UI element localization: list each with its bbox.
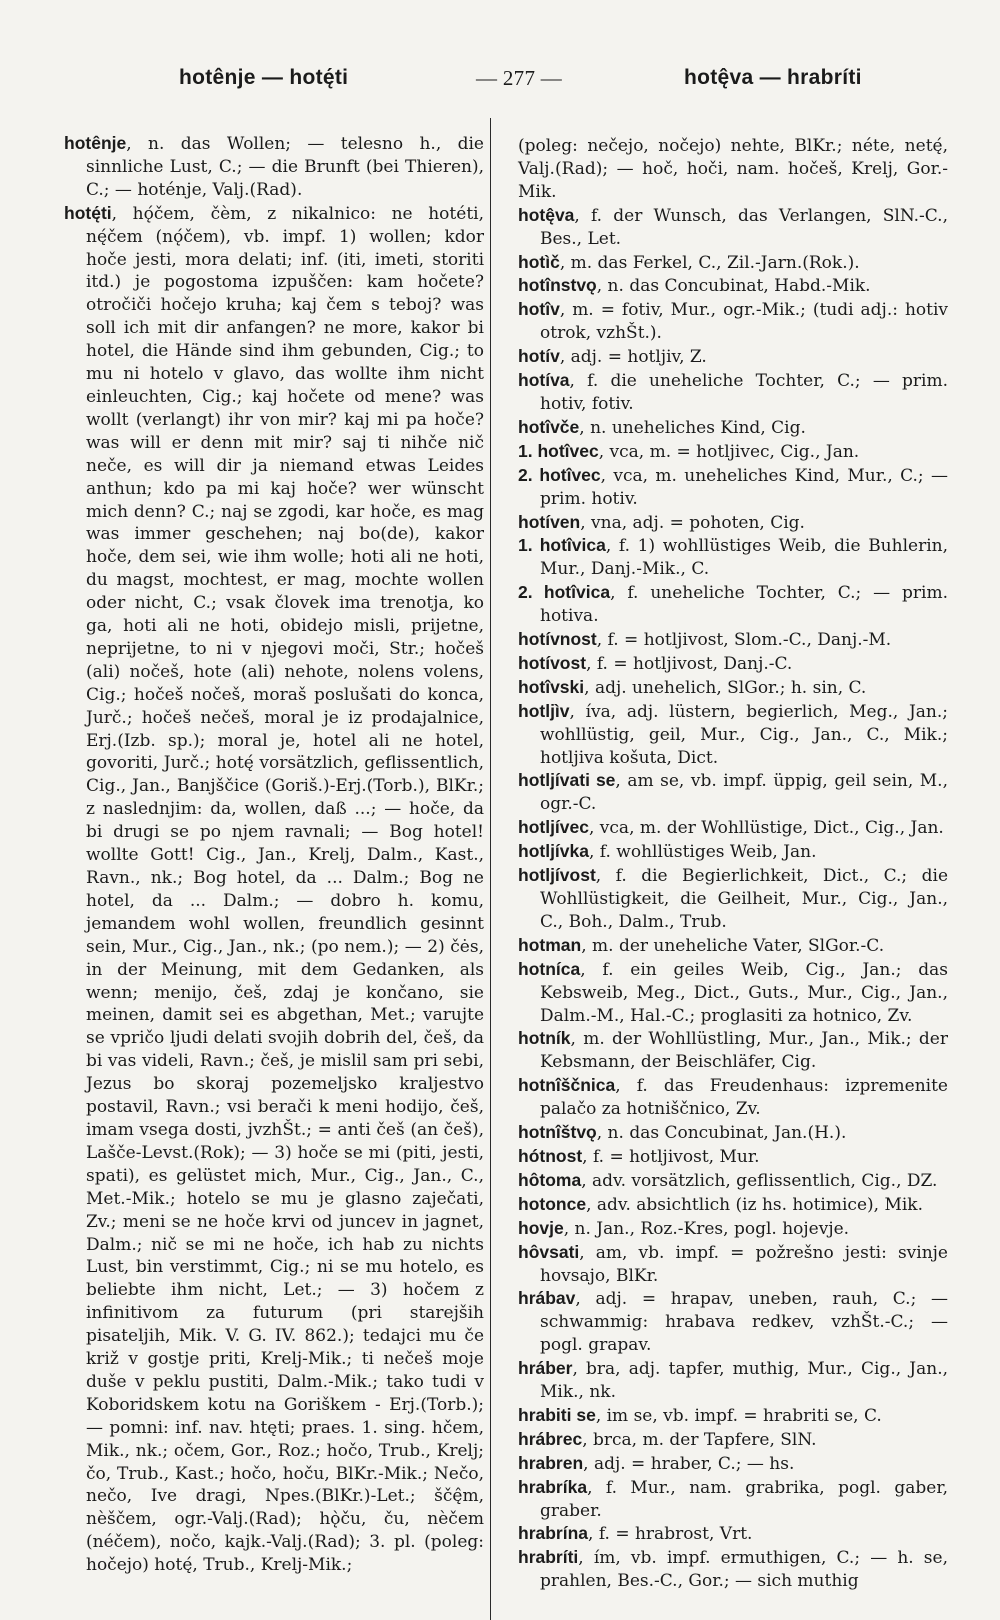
entry-headword: hotonce [518, 1193, 587, 1214]
entry-body: , f. Mur., nam. grabrika, pogl. gaber, graber. [540, 1477, 948, 1521]
dictionary-entry [518, 369, 948, 416]
dictionary-entry [518, 1027, 948, 1074]
entry-headword: hotljívost [518, 865, 596, 886]
entry-body: , f. das Freudenhaus: izpremenite palačo za hotniščnico, Zv. [540, 1076, 948, 1120]
columns [64, 132, 964, 1593]
entry-body: , m. der Wohllüstling, Mur., Jan., Mik.; der Kebsmann, der Beischläfer, Cig. [540, 1029, 948, 1073]
column-divider [490, 118, 491, 1620]
header-right-guideword: hotę̂va — hrabríti [684, 66, 862, 89]
entry-headword: hrabren [518, 1452, 584, 1473]
entry-body: , m. = fotiv, Mur., ogr.-Mik.; (tudi adj.: hotiv otrok, vzhŠt.). [540, 300, 948, 344]
entry-body: , im se, vb. impf. = hrabriti se, C. [595, 1405, 882, 1426]
dictionary-entry [518, 274, 948, 298]
entry-headword: 1. hotîvica [518, 535, 606, 556]
dictionary-entry [518, 464, 948, 511]
dictionary-entry [518, 1169, 948, 1193]
entry-body: , hǫ́čem, čèm, z nikalnico: ne hotéti, nę́čem (nǫ́čem), vb. impf. 1) wollen; kdor hoče jesti, mora delati; inf. (iti, imeti, storiti itd.) je pogostoma izpuščen: kam hočete? otročiči hočejo kruha; kaj čem s teboj? was soll ich mit dir anfangen? ne more, kakor bi hotel, die Hände sind ihm gebunden, Cig.; to mu ni hotelo v glavo, das wollte ihm nicht einleuchten, Cig.; kaj hočete od mene? was wollt (verlangt) ihr von mir? kaj mi pa hoče? was will er denn mit mir? saj ti nihče nič neče, es will dir ja niemand etwas Leides anthun; kdo pa mi kaj hoče? wer wünscht mich denn? C.; naj se zgodi, kar hoče, es mag was immer geschehen; naj bo(de), kakor hoče, dem sei, wie ihm wolle; hoti ali ne hoti, du magst, mochtest, er mag, mochte wollen oder nicht, C.; vsak človek ima trenotja, ko ga, hoti ali ne hoti, obidejo misli, prijetne, neprijetne, to ni v njegovi moči, Str.; hočeš (ali) nočeš, hote (ali) nehote, nolens volens, Cig.; hočeš nočeš, moraš poslušati do konca, Jurč.; hočeš nečeš, moral je iz prodajalnice, Erj.(Izb. sp.); moral je, hotel ali ne hotel, govoriti, Jurč.; hotę́ vorsätzlich, geflissentlich, Cig., Jan., Banjščice (Goriš.)-Erj.(Torb.), BlKr.; z naslednjim: da, wollen, daß ...; — hoče, da bi drugi se po njem ravnali; — Bog hotel! wollte Gott! Cig., Jan., Krelj, Dalm., Kast., Ravn., nk.; Bog hotel, da ... Dalm.; Bog ne hotel, da ... Dalm.; — dobro h. komu, jemandem wohl wollen, freundlich gesinnt sein, Mur., Cig., Jan., nk.; (po nem.); — 2) čės, in der Meinung, mit dem Gedanken, als wenn; menijo, češ, zdaj je končano, sie meinen, damit sei es abgethan, Met.; varujte se vpričo ljudi delati svojih dobrih del, češ, da bi vas videli, Ravn.; češ, je mislil sam pri sebi, Jezus bo skoraj pozemeljsko kraljestvo postavil, Ravn.; vsi berači k meni hodijo, češ, imam vsega dosti, jvzhŠt.; = anti češ (an češ), Lašče-Levst.(Rok); — 3) hoče se mi (piti, jesti, spati), es gelüstet mich, Mur., Cig., Jan., C., Met.-Mik.; hotelo se mu je glasno zaječati, Zv.; meni se ne hoče krvi od juncev in jagnet, Dalm.; nič se mi ne hoče, ich hab zu nichts Lust, bin verstimmt, Cig.; ni se mu hotelo, es beliebte ihm nicht, Let.; — 3) hočem z infinitivom za futurum (pri starejših pisateljih, Mik. V. G. IV. 862.); tedajci mu če križ v gostje priti, Krelj-Mik.; ti nečeš moje duše v peklu pustiti, Dalm.-Mik.; tako tudi v Koboridskem kotu na Goriškem - Erj.(Torb.); — pomni: inf. nav. htęti; praes. 1. sing. hčem, Mik., nk.; očem, Gor., Roz.; hočo, Trub., Krelj; čo, Trub., Kast.; hočo, hoču, BlKr.-Mik.; Nečo, nečo, Ive dragi, Npes.(BlKr.)-Let.; ščę̂m, nèščem, ogr.-Valj.(Rad); hǫ̀ču, ču, nèčem (néčem), nočo, kajk.-Valj.(Rad); 3. pl. (poleg: hočejo) hotę́, Trub., Krelj-Mik.; [86, 203, 484, 1576]
dictionary-entry [518, 1452, 948, 1476]
entry-headword: 2. hotîvec [518, 464, 601, 485]
dictionary-entry [518, 345, 948, 369]
dictionary-entry [518, 1217, 948, 1241]
dictionary-entry [518, 1074, 948, 1121]
dictionary-entry [518, 864, 948, 934]
dictionary-entry [518, 652, 948, 676]
right-column [518, 135, 948, 1593]
dictionary-entry [518, 1287, 948, 1357]
dictionary-entry: (poleg: nečejo, nočejo) nehte, BlKr.; néte, netę́, Valj.(Rad); — hoč, hoči, nam. hočeš, Krelj, Gor.-Mik. [518, 136, 948, 202]
entry-headword: 2. hotîvica [518, 582, 611, 603]
dictionary-entry [518, 934, 948, 958]
entry-body: , n. das Wollen; — telesno h., die sinnliche Lust, C.; — die Brunft (bei Thieren), C.; — hoténje, Valj.(Rad). [86, 134, 484, 200]
dictionary-entry [518, 1522, 948, 1546]
entry-headword: hôvsati [518, 1241, 580, 1262]
entry-headword: hôtoma [518, 1169, 582, 1190]
dictionary-entry [64, 132, 484, 202]
entry-headword: hotíven [518, 511, 581, 532]
entry-headword: hrabríka [518, 1476, 588, 1497]
entry-body: , bra, adj. tapfer, muthig, Mur., Cig., Jan., Mik., nk. [540, 1359, 948, 1403]
dictionary-entry [518, 1428, 948, 1452]
entry-body: , m. das Ferkel, C., Zil.-Jarn.(Rok.). [559, 252, 860, 273]
entry-body: , n. uneheliches Kind, Cig. [579, 417, 806, 438]
entry-body: , adj. = hotljiv, Z. [559, 347, 707, 368]
entry-headword: hotívost [518, 652, 587, 673]
entry-headword: hotljìv [518, 700, 570, 721]
dictionary-entry [518, 840, 948, 864]
dictionary-entry [518, 204, 948, 251]
entry-body: , f. der Wunsch, das Verlangen, SlN.-C., Bes., Let. [540, 205, 948, 249]
entry-body: , f. 1) wohllüstiges Weib, die Buhlerin, Mur., Danj.-Mik., C. [540, 536, 948, 580]
entry-body: , vna, adj. = pohoten, Cig. [580, 512, 805, 533]
dictionary-entry [518, 816, 948, 840]
entry-headword: hotníca [518, 958, 581, 979]
dictionary-entry [518, 1145, 948, 1169]
entry-headword: hótnost [518, 1145, 583, 1166]
entry-headword: hrábrec [518, 1428, 583, 1449]
dictionary-entry [518, 416, 948, 440]
entry-headword: hráber [518, 1358, 573, 1379]
dictionary-entry [518, 958, 948, 1028]
entry-headword: hotljívec [518, 817, 589, 838]
entry-body: , f. = hotljivost, Danj.-C. [586, 653, 793, 674]
entry-body: , vca, m. uneheliches Kind, Mur., C.; — prim. hotiv. [540, 465, 948, 509]
entry-body: , íva, adj. lüstern, begierlich, Meg., Jan.; wohllüstig, geil, Mur., Cig., Jan., C., Mik.; hotljiva košuta, Dict. [540, 701, 948, 768]
entry-body: , n. Jan., Roz.-Kres, pogl. hojevje. [563, 1218, 850, 1239]
dictionary-entry [518, 581, 948, 628]
entry-body: , f. = hotljivost, Mur. [582, 1146, 760, 1167]
entry-headword: hotnîščnica [518, 1075, 616, 1096]
entry-body: , f. ein geiles Weib, Cig., Jan.; das Kebsweib, Meg., Dict., Guts., Mur., Cig., Jan., Dalm.-M., Hal.-C.; proglasiti za hotnico, Zv. [540, 959, 948, 1026]
entry-body: , adv. absichtlich (iz hs. hotimice), Mik. [586, 1194, 923, 1215]
entry-body: , f. = hotljivost, Slom.-C., Danj.-M. [596, 630, 892, 651]
entry-body: , f. uneheliche Tochter, C.; — prim. hotiva. [540, 583, 948, 627]
entry-body: , m. der uneheliche Vater, SlGor.-C. [581, 935, 885, 956]
entry-body: , am se, vb. impf. üppig, geil sein, M., ogr.-C. [540, 771, 948, 815]
entry-headword: hotînstvǫ [518, 275, 597, 296]
entry-headword: hrabrína [518, 1523, 589, 1544]
dictionary-entry [518, 534, 948, 581]
entry-body: , n. das Concubinat, Jan.(H.). [596, 1123, 847, 1144]
entry-body: , n. das Concubinat, Habd.-Mik. [596, 276, 871, 297]
dictionary-entry [518, 298, 948, 345]
entry-headword: hotljívati se [518, 770, 616, 791]
page-header [64, 66, 964, 100]
entry-body: , vca, m. = hotljivec, Cig., Jan. [598, 441, 860, 462]
entry-body: , f. die uneheliche Tochter, C.; — prim. hotiv, fotiv. [540, 371, 948, 414]
entry-body: , ím, vb. impf. ermuthigen, C.; — h. se, prahlen, Bes.-C., Gor.; — sich muthig [540, 1548, 948, 1592]
entry-headword: hotę́ti [64, 202, 112, 223]
entry-headword: hotîv [518, 299, 560, 320]
entry-headword: hotîvski [518, 676, 585, 697]
dictionary-entry [518, 1546, 948, 1593]
left-column [64, 132, 484, 1593]
entry-body: , f. die Begierlichkeit, Dict., C.; die Wohllüstigkeit, die Geilheit, Mur., Cig., Jan., C., Boh., Dalm., Trub. [540, 866, 948, 932]
entry-headword: hotman [518, 934, 582, 955]
entry-body: , brca, m. der Tapfere, SlN. [582, 1429, 817, 1450]
entry-headword: hotívnost [518, 629, 597, 650]
entry-body: , adj. = hrapav, uneben, rauh, C.; — schwammig: hrabava redkev, vzhŠt.-C.; — pogl. grapav. [540, 1289, 948, 1356]
entry-headword: hotnîštvǫ [518, 1122, 597, 1143]
entry-body: , f. = hrabrost, Vrt. [588, 1524, 753, 1545]
entry-headword: hotník [518, 1028, 571, 1049]
dictionary-entry [518, 700, 948, 770]
entry-headword: hotív [518, 346, 560, 367]
dictionary-entry [518, 1404, 948, 1428]
dictionary-entry [518, 1476, 948, 1523]
entry-body: , adj. = hraber, C.; — hs. [583, 1453, 795, 1474]
entry-body: , am, vb. impf. = požrešno jesti: svinje hovsajo, BlKr. [540, 1242, 948, 1286]
dictionary-entry [518, 628, 948, 652]
page-number: — 277 — [476, 66, 563, 90]
entry-headword: hotîvče [518, 416, 580, 437]
entry-headword: hovje [518, 1217, 564, 1238]
dictionary-entry [518, 1241, 948, 1288]
dictionary-entry [518, 769, 948, 816]
dictionary-entry [518, 676, 948, 700]
entry-headword: hotênje [64, 133, 127, 153]
dictionary-entry [518, 440, 948, 464]
entry-headword: hotìč [518, 251, 560, 272]
entry-body: , adj. unehelich, SlGor.; h. sin, C. [584, 677, 867, 698]
entry-headword: hotljívka [518, 841, 589, 862]
dictionary-entry [518, 1357, 948, 1404]
dictionary-entry [64, 202, 484, 1577]
dictionary-entry [518, 251, 948, 275]
dictionary-entry [518, 511, 948, 535]
entry-headword: hrabríti [518, 1547, 579, 1568]
entry-headword: hotíva [518, 370, 570, 391]
entry-headword: hrábav [518, 1288, 576, 1309]
header-left-guideword: hotênje — hotę́ti [179, 66, 349, 89]
entry-body: , vca, m. der Wohllüstige, Dict., Cig., Jan. [589, 818, 944, 839]
entry-body: , f. wohllüstiges Weib, Jan. [589, 842, 817, 863]
entry-headword: hotę̂va [518, 204, 575, 225]
dictionary-entry [518, 1193, 948, 1217]
entry-headword: 1. hotîvec [518, 440, 599, 461]
entry-headword: hrabiti se [518, 1404, 596, 1425]
entry-body: , adv. vorsätzlich, geflissentlich, Cig., DZ. [581, 1170, 938, 1191]
dictionary-entry [518, 1121, 948, 1145]
